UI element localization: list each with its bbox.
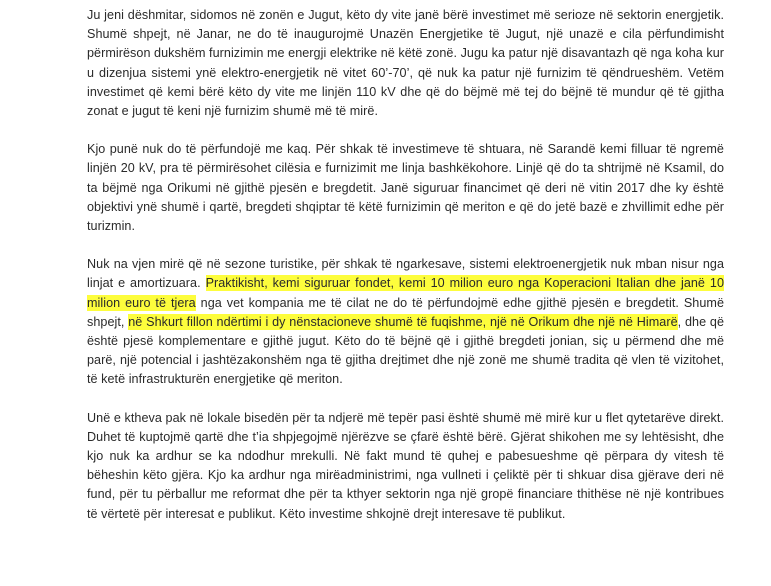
paragraph-1-text: Ju jeni dëshmitar, sidomos në zonën e Jugut, këto dy vite janë bërë investimet më serioze në sektorin energjetik. Shumë shpejt, në Janar, ne do të inaugurojmë Unazën Energjetike të Jugut, një unazë e cila përfundimisht përmirëson dukshëm furnizimin me energji elektrike në këtë zonë. Jugu ka patur një disavantazh që nga koha kur u dizenjua sistemi ynë elektro-energjetik në vitet 60’-70’, që nuk ka patur një furnizim të qëndrueshëm. Vetëm investimet që kemi bërë këto dy vite me linjën 110 kV dhe që do bëjmë më tej do bëjnë të mundur që të gjitha zonat e jugut të keni një furnizim shumë më të mirë. [87, 8, 724, 119]
paragraph-1 [87, 6, 724, 121]
paragraph-3-text-c: , dhe që është pjesë komplementare e gjithë jugut. Këto do të bëjnë që i gjithë bregdeti jonian, siç u përmend dhe më parë, një potencial i jashtëzakonshëm nga të gjitha drejtimet dhe një zonë me shumë tradita që vlen të vizitohet, të ketë infrastrukturën energjetike që meriton. [87, 314, 725, 387]
paragraph-2-text: Kjo punë nuk do të përfundojë me kaq. Për shkak të investimeve të shtuara, në Sarandë kemi filluar të ngremë linjën 20 kV, pra të përmirësohet cilësia e furnizimit me linja bashkëkohore. Linjë që do ta shtrijmë në Ksamil, do ta bëjmë nga Orikumi në gjithë pjesën e bregdetit. Janë siguruar financimet që deri në vitin 2017 dhe ky është objektivi ynë shumë i qartë, bregdeti shqiptar të këtë furnizimin që meriton e që do jetë bazë e zhvillimit edhe për turizmin. [87, 142, 724, 234]
document-body [87, 6, 724, 543]
paragraph-4 [87, 409, 724, 524]
paragraph-3-text-a: Nuk na vjen mirë që në sezone turistike, për shkak të ngarkesave, sistemi elektroenergjetik nuk mban nisur nga linjat e amortizuara. [87, 257, 724, 291]
highlighted-funding-text: Praktikisht, kemi siguruar fondet, kemi 10 milion euro nga Koperacioni Italian dhe janë 10 milion euro të tjera [87, 276, 724, 310]
paragraph-3 [87, 255, 724, 389]
paragraph-4-text: Unë e ktheva pak në lokale bisedën për ta ndjerë më tepër pasi është shumë më mirë kur u flet qytetarëve direkt. Duhet të kuptojmë qartë dhe t’ia shpjegojmë njërëzve se çfarë është bërë. Gjërat shikohen me sy lehtësisht, dhe kjo nuk ka ardhur se ka ndodhur mrekulli. Në fakt mund të quhej e pabesueshme që përpara dy vitesh të bëheshin këto gjëra. Kjo ka ardhur nga mirëadministrimi, nga vullneti i çeliktë për ti shkuar disa gjërave deri në fund, për tu përballur me reformat dhe për ta kthyer sektorin nga një gropë financiare thithëse në një kontribues të vërtetë për interesat e publikut. Këto investime shkojnë drejt interesave të publikut. [87, 410, 724, 521]
paragraph-2 [87, 140, 724, 236]
highlighted-substations-text: në Shkurt fillon ndërtimi i dy nënstacioneve shumë të fuqishme, një në Orikum dhe një në Himarë [128, 314, 678, 329]
paragraph-3-text-b: nga vet kompania me të cilat ne do të përfundojmë edhe gjithë pjesën e bregdetit. Shumë shpejt, [87, 295, 724, 329]
